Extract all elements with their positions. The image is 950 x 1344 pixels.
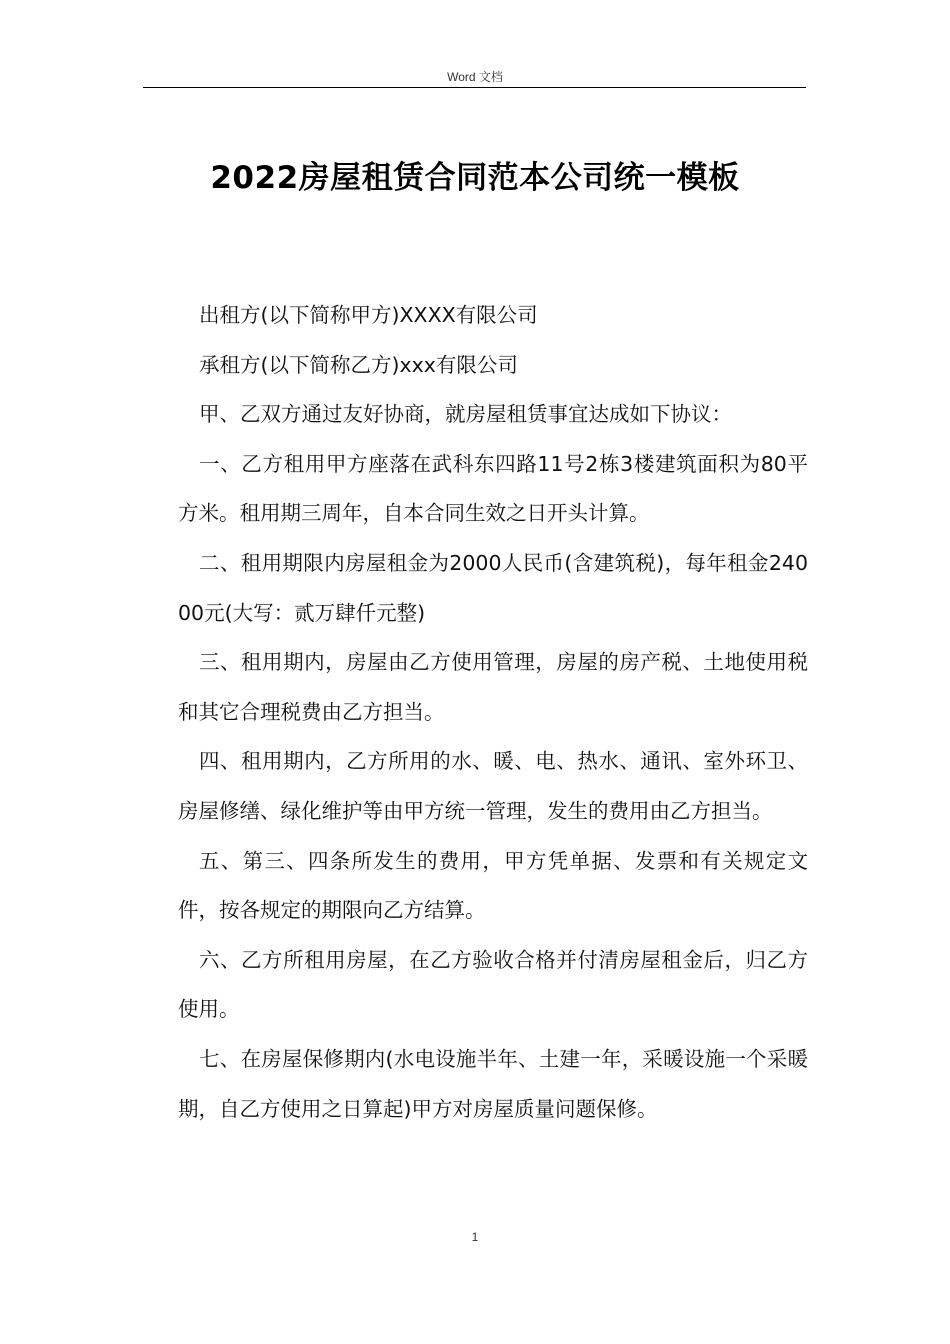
paragraph-agreement-intro: 甲、乙双方通过友好协商，就房屋租赁事宜达成如下协议： [199, 402, 732, 427]
clause-6: 六、乙方所租用房屋，在乙方验收合格并付清房屋租金后，归乙方使用。 [178, 947, 808, 1022]
page-number: 1 [471, 1230, 479, 1244]
clause-4: 四、租用期内，乙方所用的水、暖、电、热水、通讯、室外环卫、房屋修缮、绿化维护等由甲方统一管理，发生的费用由乙方担当。 [178, 749, 808, 823]
clause-2: 二、租用期限内房屋租金为2000人民币(含建筑税)，每年租金24000元(大写：贰万肆仟元整) [178, 550, 808, 625]
header-divider [143, 87, 806, 88]
paragraph-lessor: 出租方(以下简称甲方)XXXX有限公司 [199, 303, 538, 327]
page-header-label: Word 文档 [447, 70, 503, 84]
clause-1: 一、乙方租用甲方座落在武科东四路11号2栋3楼建筑面积为80平方米。租用期三周年，自本合同生效之日开头计算。 [178, 451, 808, 526]
document-title: 2022房屋租赁合同范本公司统一模板 [210, 160, 740, 196]
paragraph-lessee: 承租方(以下简称乙方)xxx有限公司 [199, 352, 518, 377]
clause-3: 三、租用期内，房屋由乙方使用管理，房屋的房产税、土地使用税和其它合理税费由乙方担当。 [178, 650, 808, 724]
document-body [178, 291, 808, 1134]
clause-5: 五、第三、四条所发生的费用，甲方凭单据、发票和有关规定文件，按各规定的期限向乙方结算。 [178, 848, 808, 923]
clause-7: 七、在房屋保修期内(水电设施半年、土建一年，采暖设施一个采暖期，自乙方使用之日算起)甲方对房屋质量问题保修。 [178, 1046, 808, 1121]
